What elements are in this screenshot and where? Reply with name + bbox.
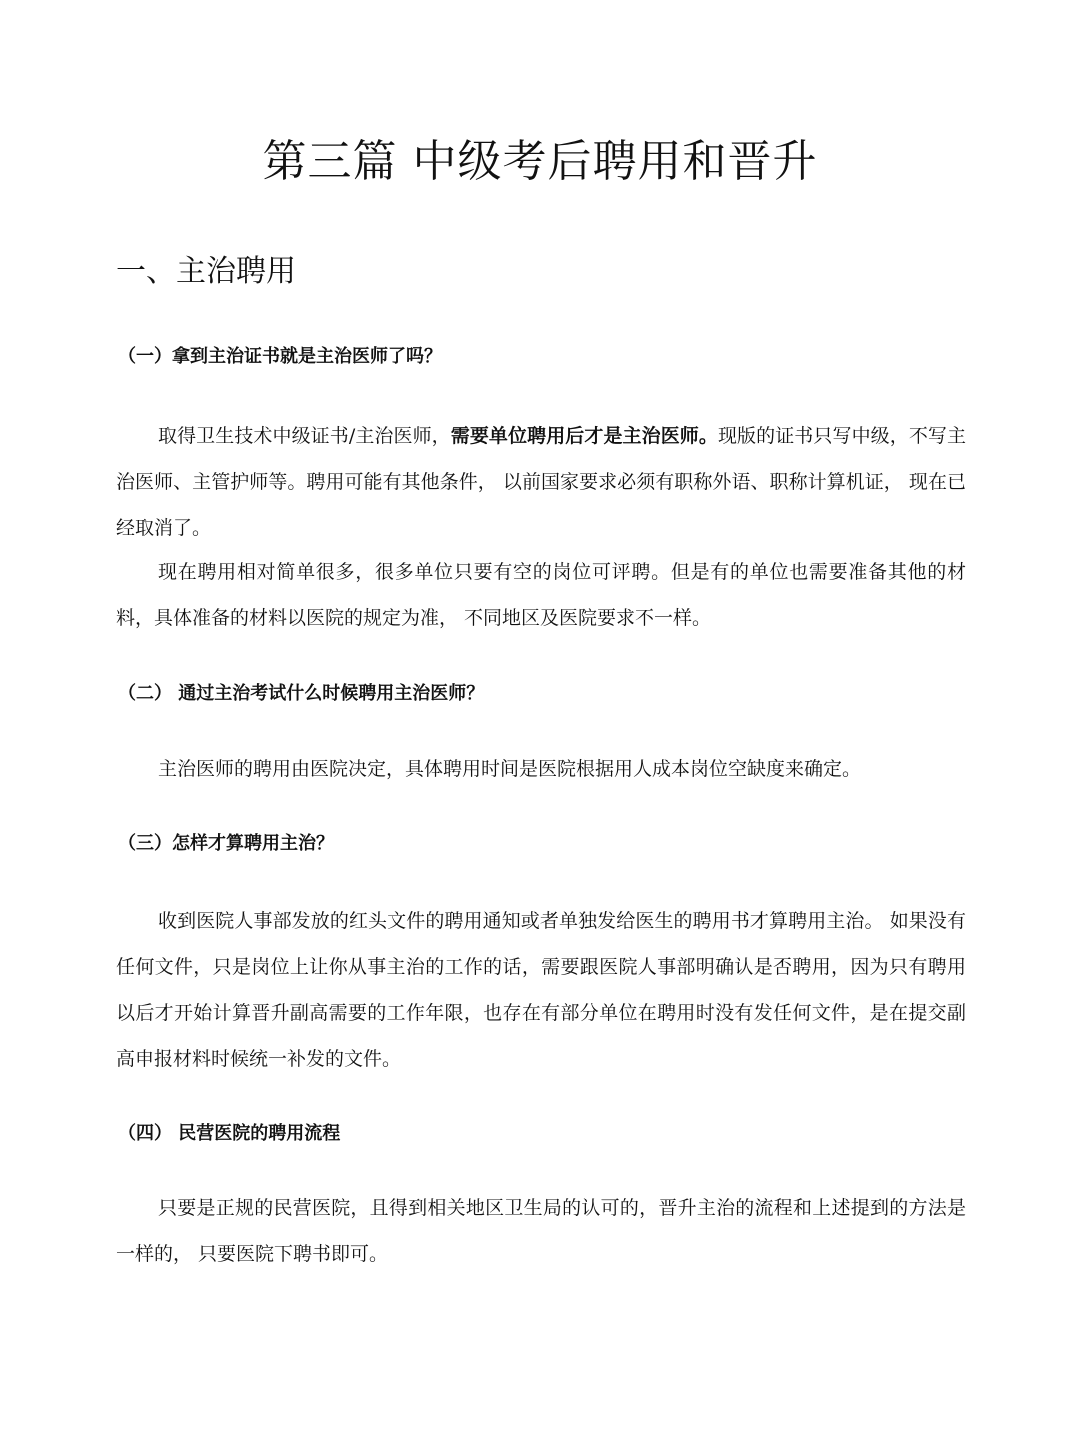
page-title: 第三篇 中级考后聘用和晋升 xyxy=(262,136,818,187)
question-3-paragraph-1: 收到医院人事部发放的红头文件的聘用通知或者单独发给医生的聘用书才算聘用主治。 如果没有任何文件，只是岗位上让你从事主治的工作的话，需要跟医院人事部明确认是否聘用，因为只有聘用以后才开始计算晋升副高需要的工作年限，也存在有部分单位在聘用时没有发任何文件，是在提交副高申报材料时候统一补发的文件。 xyxy=(116,910,966,1070)
question-2-paragraph-1: 主治医师的聘用由医院决定，具体聘用时间是医院根据用人成本岗位空缺度来确定。 xyxy=(158,758,862,780)
emphasis-text: 需要单位聘用后才是主治医师。 xyxy=(450,425,718,447)
paragraph-text: 取得卫生技术中级证书/主治医师， xyxy=(158,425,451,447)
question-1-paragraph-1 xyxy=(116,413,966,551)
question-1-paragraph-2: 现在聘用相对简单很多，很多单位只要有空的岗位可评聘。但是有的单位也需要准备其他的材料，具体准备的材料以医院的规定为准， 不同地区及医院要求不一样。 xyxy=(116,561,966,629)
question-3-heading: （三）怎样才算聘用主治？ xyxy=(118,833,334,854)
question-4-heading: （四） 民营医院的聘用流程 xyxy=(118,1123,341,1144)
paragraph-text: 现版的证书只写中级，不写主治医师、主管护师等。聘用可能有其他条件， 以前国家要求必须有职称外语、职称计算机证， 现在已经取消了。 xyxy=(116,425,966,539)
section-heading: 一、主治聘用 xyxy=(116,254,296,289)
question-4-paragraph-1: 只要是正规的民营医院，且得到相关地区卫生局的认可的，晋升主治的流程和上述提到的方法是一样的， 只要医院下聘书即可。 xyxy=(116,1197,966,1265)
question-1-heading: （一）拿到主治证书就是主治医师了吗？ xyxy=(118,346,442,367)
question-2-heading: （二） 通过主治考试什么时候聘用主治医师？ xyxy=(118,683,485,704)
